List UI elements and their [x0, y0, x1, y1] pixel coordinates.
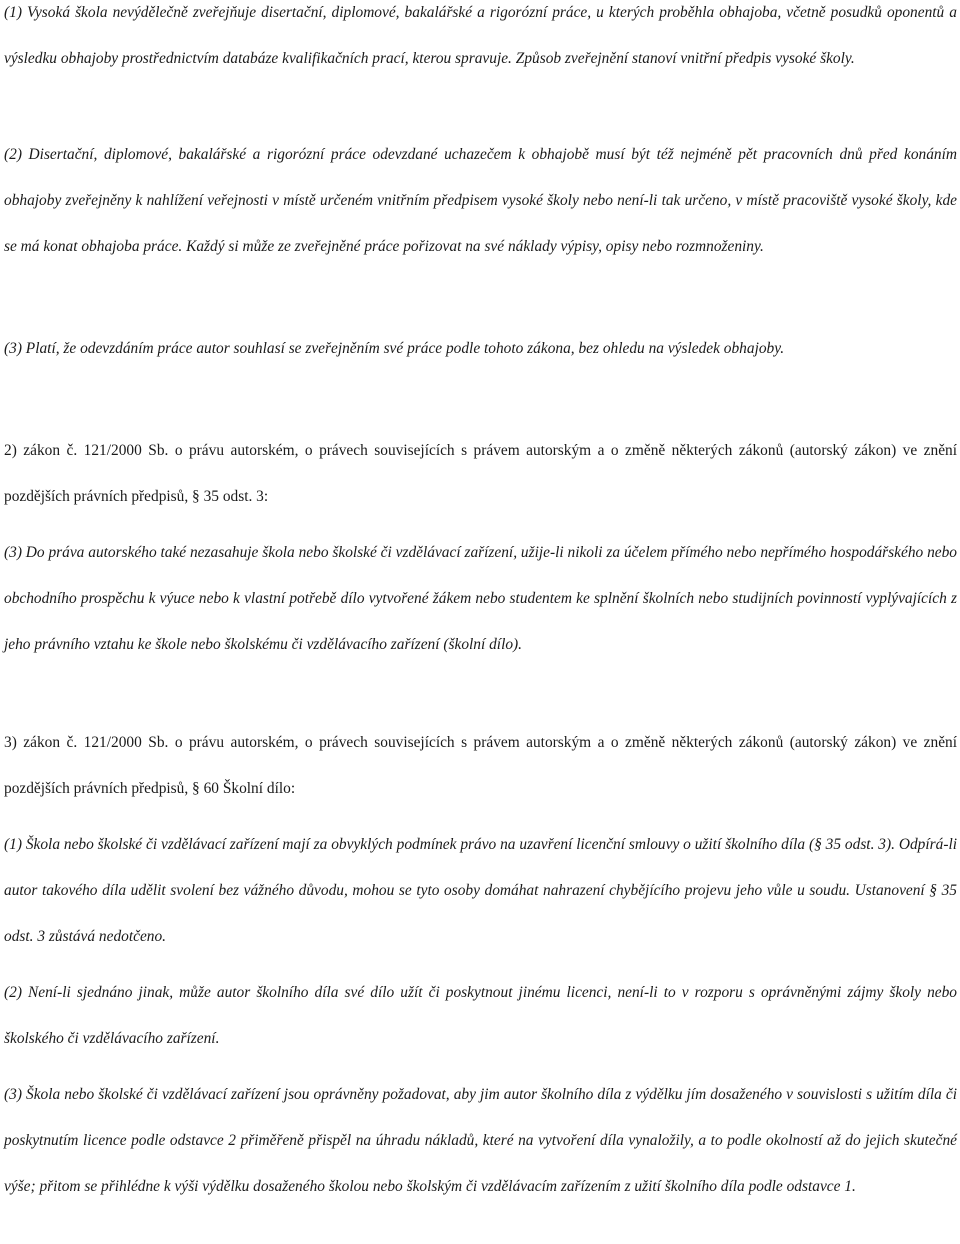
- paragraph-school-work-3: (3) Do práva autorského také nezasahuje škola nebo školské či vzdělávací zařízení, užije-li nikoli za účelem přímého nebo nepřímého hospodářského nebo obchodního prospěchu k výuce nebo k vlastní potřebě dílo vytvořené žákem nebo studentem ke splnění školních nebo studijních povinností vyplývajících z jeho právního vztahu ke škole nebo školskému či vzdělávacího zařízení (školní dílo).: [4, 544, 957, 653]
- paragraph-3: (3) Platí, že odevzdáním práce autor souhlasí se zveřejněním své práce podle tohoto zákona, bez ohledu na výsledek obhajoby.: [4, 340, 785, 357]
- footnote-3-heading: 3) zákon č. 121/2000 Sb. o právu autorském, o právech souvisejících s právem autorským a o změně některých zákonů (autorský zákon) ve znění pozdějších právních předpisů, § 60 Školní dílo:: [4, 734, 957, 797]
- paragraph-2: (2) Disertační, diplomové, bakalářské a rigorózní práce odevzdané uchazečem k obhajobě musí být též nejméně pět pracovních dnů před konáním obhajoby zveřejněny k nahlížení veřejnosti v místě určeném vnitřním předpisem vysoké školy nebo není-li tak určeno, v místě pracoviště vysoké školy, kde se má konat obhajoba práce. Každý si může ze zveřejněné práce pořizovat na své náklady výpisy, opisy nebo rozmnoženiny.: [4, 146, 957, 255]
- footnote-2-heading: 2) zákon č. 121/2000 Sb. o právu autorském, o právech souvisejících s právem autorským a o změně některých zákonů (autorský zákon) ve znění pozdějších právních předpisů, § 35 odst. 3:: [4, 442, 957, 505]
- paragraph-1: (1) Vysoká škola nevýdělečně zveřejňuje disertační, diplomové, bakalářské a rigorózní práce, u kterých proběhla obhajoba, včetně posudků oponentů a výsledku obhajoby prostřednictvím databáze kvalifikačních prací, kterou spravuje. Způsob zveřejnění stanoví vnitřní předpis vysoké školy.: [4, 4, 957, 67]
- paragraph-school-work-2: (2) Není-li sjednáno jinak, může autor školního díla své dílo užít či poskytnout jinému licenci, není-li to v rozporu s oprávněnými zájmy školy nebo školského či vzdělávacího zařízení.: [4, 984, 957, 1047]
- paragraph-school-work-3b: (3) Škola nebo školské či vzdělávací zařízení jsou oprávněny požadovat, aby jim autor školního díla z výdělku jím dosaženého v souvislosti s užitím díla či poskytnutím licence podle odstavce 2 přiměřeně přispěl na úhradu nákladů, které na vytvoření díla vynaložily, a to podle okolností až do jejich skutečné výše; přitom se přihlédne k výši výdělku dosaženého školou nebo školským či vzdělávacím zařízením z užití školního díla podle odstavce 1.: [4, 1086, 957, 1195]
- paragraph-school-work-1: (1) Škola nebo školské či vzdělávací zařízení mají za obvyklých podmínek právo na uzavření licenční smlouvy o užití školního díla (§ 35 odst. 3). Odpírá-li autor takového díla udělit svolení bez vážného důvodu, mohou se tyto osoby domáhat nahrazení chybějícího projevu jeho vůle u soudu. Ustanovení § 35 odst. 3 zůstává nedotčeno.: [4, 836, 957, 945]
